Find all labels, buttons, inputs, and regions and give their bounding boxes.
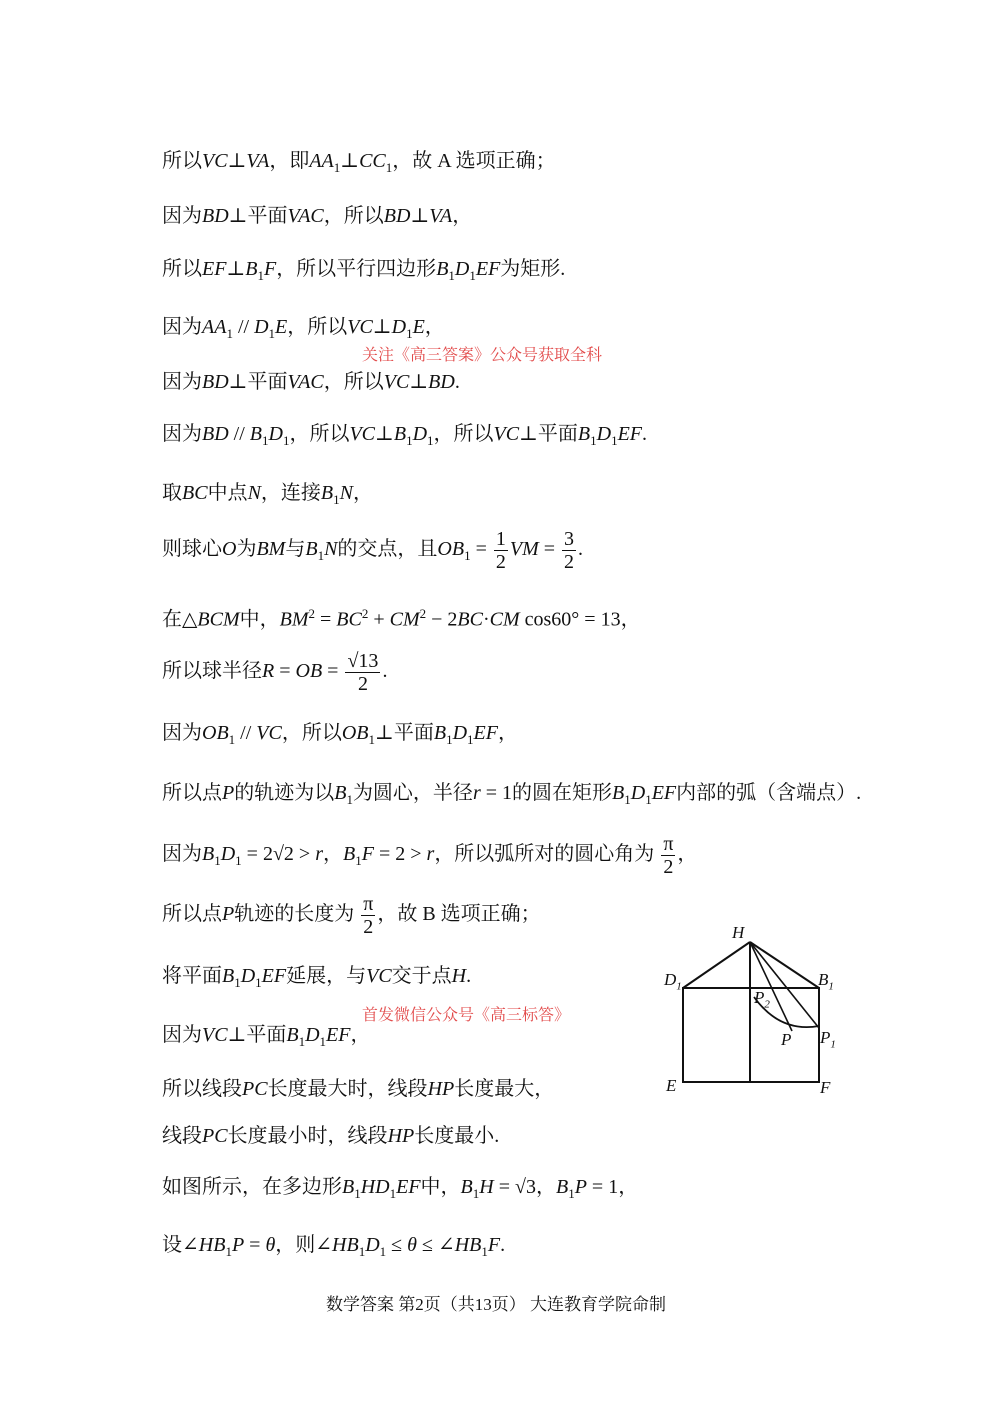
solution-line-13: 因为$B_1D_1 = 2√2 > r$，$B_1F = 2 > r$，所以弧所对的圆心角为 $\frac{\pi}{2}$ ， xyxy=(162,833,698,878)
fraction-sqrt13-half: $\frac{√13}{2}$ xyxy=(347,650,379,695)
solution-line-19: 如图所示，在多边形$B_1HD_1EF$中，$B_1H = √3$，$B_1P = 1$， xyxy=(162,1176,639,1201)
solution-line-15: 将平面$B_1D_1EF$延展，与VC交于点H. xyxy=(162,965,472,990)
solution-line-16: 因为VC⊥平面$B_1D_1EF$， xyxy=(162,1024,371,1049)
fraction-half: $\frac{1}{2}$ xyxy=(495,528,506,573)
solution-line-20: 设$\angle HB_1P = \theta$，则$\angle HB_1D_1 \le \theta$ ≤ $\angle HB_1F$. xyxy=(162,1234,506,1259)
solution-line-11: 因为$OB_1$ // VC，所以$OB_1\perp$平面$B_1D_1EF$， xyxy=(162,722,518,747)
label-h: H xyxy=(732,923,745,942)
label-d1: $D_1$ xyxy=(664,970,682,993)
page-footer: 数学答案 第2页（共13页） 大连教育学院命制 xyxy=(326,1295,666,1314)
watermark-1: 关注《高三答案》公众号获取全科 xyxy=(362,345,603,364)
solution-line-2: 因为BD⊥平面VAC，所以BD⊥VA， xyxy=(162,205,473,227)
label-p2: $P_2$ xyxy=(754,988,770,1011)
label-e: E xyxy=(666,1076,677,1095)
label-f: F xyxy=(820,1078,831,1097)
solution-line-4: 因为$AA_1 // D_1E$，所以$VC\perp D_1E$， xyxy=(162,316,445,341)
solution-line-6: 因为BD // $B_1D_1$，所以$VC\perp B_1D_1$，所以VC⊥平面$B_1D_1EF$. xyxy=(162,423,647,448)
fraction-pi-half-2: $\frac{\pi}{2}$ xyxy=(363,893,374,938)
solution-line-3: 所以$EF\perp B_1F$，所以平行四边形$B_1D_1EF$为矩形. xyxy=(162,258,566,283)
solution-line-7: 取BC中点N，连接$B_1N$， xyxy=(162,482,373,507)
geometry-figure xyxy=(650,918,850,1098)
solution-line-10: 所以球半径R = OB = $\frac{√13}{2}$ . xyxy=(162,650,388,695)
solution-line-17: 所以线段PC长度最大时，线段HP长度最大， xyxy=(162,1078,555,1100)
solution-line-1: 所以VC⊥VA，即$AA_1\perp CC_1$，故 A 选项正确； xyxy=(162,150,556,175)
fraction-three-half: $\frac{3}{2}$ xyxy=(564,528,575,573)
solution-line-8: 则球心O为BM与$B_1N$的交点，且$OB_1$ = $\frac{1}{2}$ VM = $\frac{3}{2}$ . xyxy=(162,528,584,573)
label-p1: $P_1$ xyxy=(820,1028,836,1051)
solution-line-12: 所以点P的轨迹为以$B_1$为圆心，半径r = 1的圆在矩形$B_1D_1EF$内部的弧（含端点）. xyxy=(162,782,862,807)
watermark-2: 首发微信公众号《高三标答》 xyxy=(362,1005,571,1024)
solution-line-5: 因为BD⊥平面VAC，所以VC⊥BD. xyxy=(162,371,460,393)
solution-line-18: 线段PC长度最小时，线段HP长度最小. xyxy=(162,1125,500,1147)
line-d1-h xyxy=(683,942,750,988)
label-p: P xyxy=(781,1030,792,1049)
geometry-diagram xyxy=(650,918,850,1098)
solution-line-9: 在△BCM中，$BM^2 = BC^2 + CM^2 - 2BC\cdot CM$ cos60° = 13， xyxy=(162,606,641,631)
solution-line-14: 所以点P轨迹的长度为 $\frac{\pi}{2}$ ，故 B 选项正确； xyxy=(162,893,541,938)
label-b1: $B_1$ xyxy=(818,970,834,993)
fraction-pi-half-1: $\frac{\pi}{2}$ xyxy=(663,833,674,878)
